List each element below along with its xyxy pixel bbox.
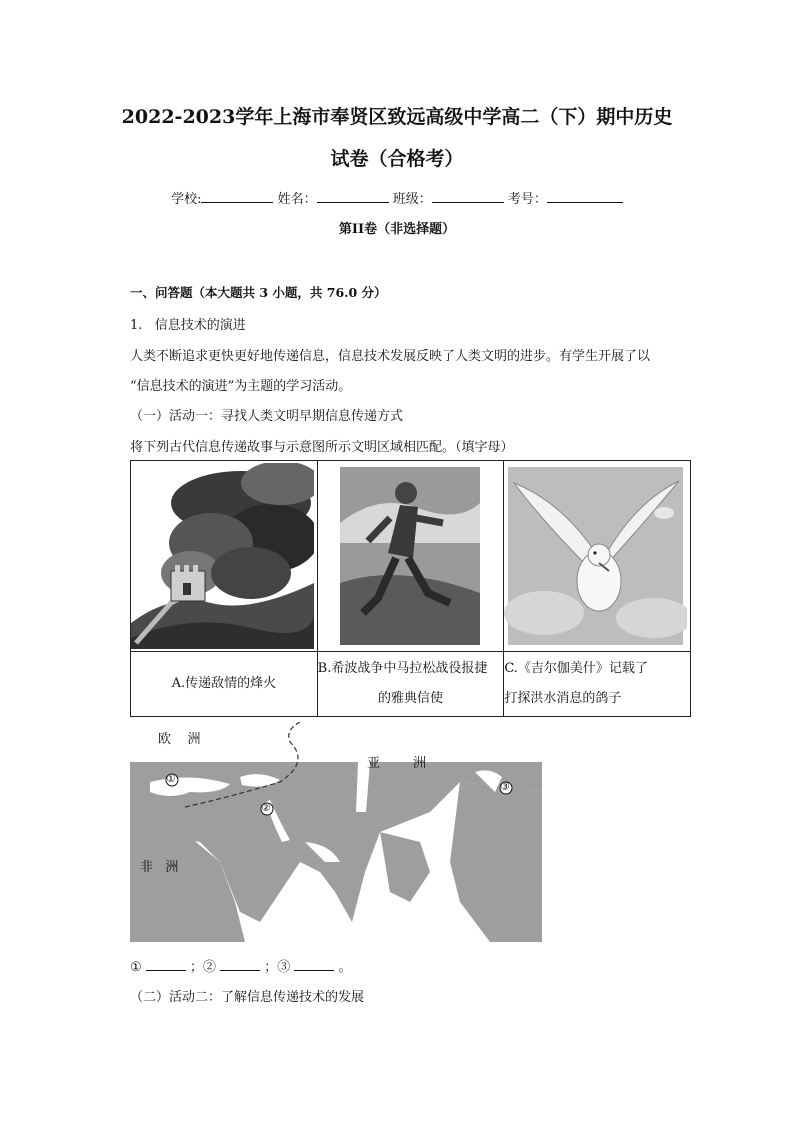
option-c-caption-line-2: 打探洪水消息的鸽子 [504,691,622,706]
school-blank[interactable] [201,190,273,203]
map-graphic [130,722,542,942]
instruction-text: 将下列古代信息传递故事与示意图所示文明区域相匹配。（填字母） [130,440,514,455]
map-marker-2: ② [261,801,271,814]
option-c-caption-line-1: C.《吉尔伽美什》记载了 [504,661,648,676]
option-a-caption: A.传递敌情的烽火 [171,676,277,691]
class-label: 班级： [392,192,432,207]
answer-blank-3[interactable] [294,958,334,971]
answer-marker-3: ；③ [264,960,291,975]
name-blank[interactable] [317,190,389,203]
map-marker-1: ① [166,772,176,785]
intro-line-1: 人类不断追求更快更好地传递信息，信息技术发展反映了人类文明的进步。有学生开展了以 [130,349,651,364]
option-a-image-cell [131,461,318,652]
option-b-caption-cell [317,652,504,717]
intro-line-2: “信息技术的演进”为主题的学习活动。 [130,379,352,394]
option-c-caption-cell [504,652,691,717]
answer-blank-1[interactable] [146,958,186,971]
question-1-title: 1. 信息技术的演进 [130,318,246,333]
exam-no-label: 考号： [507,192,547,207]
part-heading: 第II卷（非选择题） [338,222,456,237]
map-label-africa: 非 洲 [140,860,179,875]
page-title-line-2: 试卷（合格考） [330,148,464,170]
beacon-fire-image [131,463,314,649]
school-label: 学校: [171,192,202,207]
option-b-image-cell [317,461,504,652]
option-c-image-cell [504,461,691,652]
answer-end: 。 [338,960,352,975]
map-label-asia: 亚 洲 [367,756,427,771]
name-label: 姓名： [277,192,317,207]
activity-1-heading: （一）活动一：寻找人类文明早期信息传递方式 [130,409,404,424]
section-heading: 一、问答题（本大题共 3 小题，共 76.0 分） [130,285,387,300]
exam-no-blank[interactable] [547,190,623,203]
option-b-caption-line-2: 的雅典信使 [377,691,443,706]
map-label-europe: 欧 洲 [158,732,201,747]
option-a-caption-cell [131,652,318,717]
activity-2-heading: （二）活动二：了解信息传递技术的发展 [130,990,365,1005]
answer-line [130,956,352,975]
options-table [130,460,691,717]
page-title-line-1: 2022-2023学年上海市奉贤区致远高级中学高二（下）期中历史 [121,106,673,128]
answer-blank-2[interactable] [220,958,260,971]
answer-marker-2: ；② [189,960,216,975]
civilization-map [130,722,542,942]
dove-image [504,463,687,649]
option-b-caption-line-1: B.希波战争中马拉松战役报捷 [317,661,488,676]
class-blank[interactable] [432,190,504,203]
map-marker-3: ③ [500,780,510,793]
answer-marker-1: ① [130,960,142,975]
student-info-line [0,188,794,207]
messenger-runner-image [318,463,501,649]
